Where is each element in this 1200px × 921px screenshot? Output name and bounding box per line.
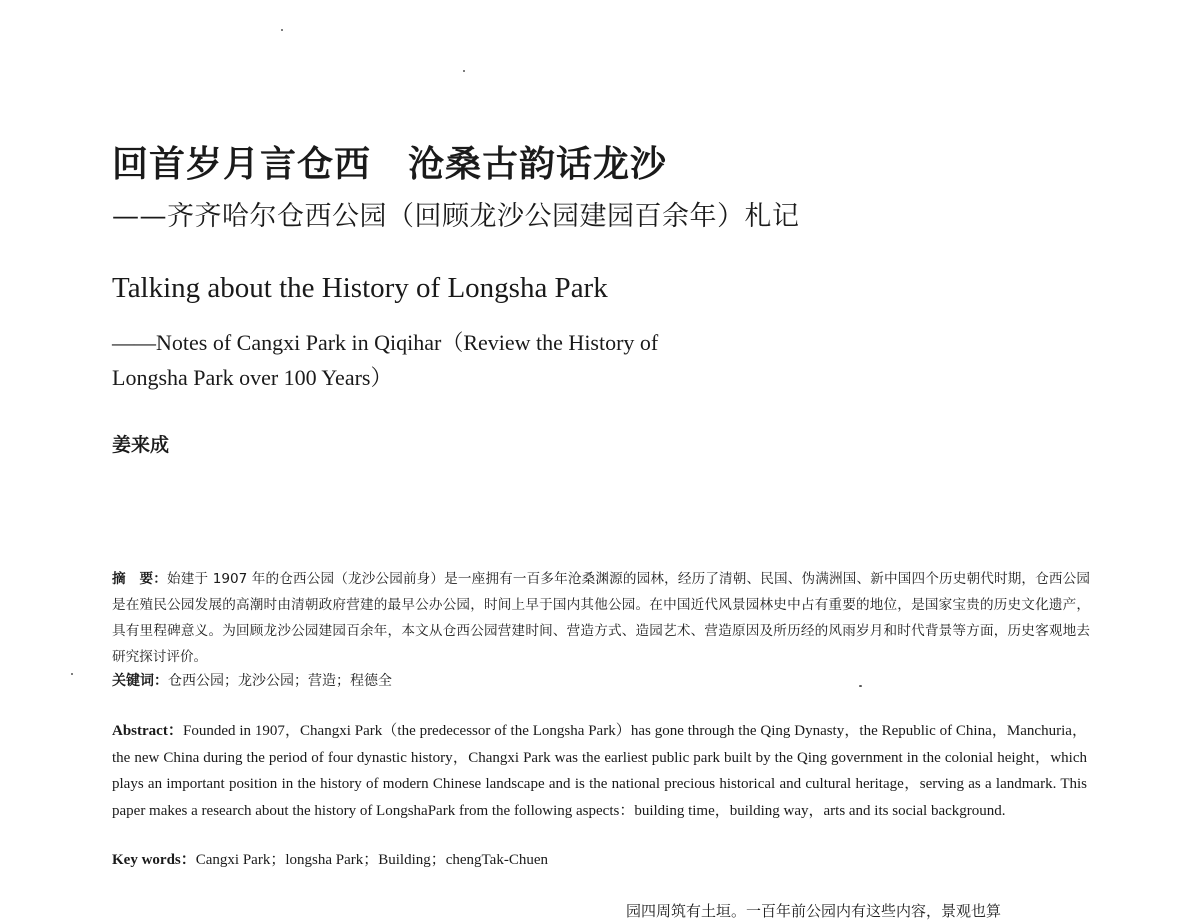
scan-speck <box>463 70 465 72</box>
scan-speck <box>71 673 73 675</box>
abstract-english-label: Abstract： <box>112 723 184 739</box>
abstract-english-text: Founded in 1907，Changxi Park（the predecessor of the Longsha Park）has gone through the Qing Dynasty，the Republic of China，Manchuria，the new China during the period of four dynastic history，Changxi Park was the earliest public park built by the Qing government in the colonial height，which plays an important position in the history of modern Chinese landscape and is the national precious historical and cultural heritage，serving as a landmark. This paper makes a research about the history of LongshaPark from the following aspects：building time，building way，arts and its social background. <box>112 723 1087 819</box>
abstract-chinese-text: 始建于 1907 年的仓西公园（龙沙公园前身）是一座拥有一百多年沧桑渊源的园林，经历了清朝、民国、伪满洲国、新中国四个历史朝代时期，仓西公园是在殖民公园发展的高潮时由清朝政府营建的最早公办公园，时间上早于国内其他公园。在中国近代风景园林史中占有重要的地位，是国家宝贵的历史文化遗产，具有里程碑意义。为回顾龙沙公园建园百余年，本文从仓西公园营建时间、营造方式、造园艺术、营造原因及所历经的风雨岁月和时代背景等方面，历史客观地去研究探讨评价。 <box>112 571 1091 665</box>
author-name: 姜来成 <box>112 434 170 456</box>
page-title-english: Talking about the History of Longsha Park <box>112 272 608 304</box>
page-title-chinese: 回首岁月言仓西 沧桑古韵话龙沙 <box>112 143 668 185</box>
page-subtitle-english: ——Notes of Cangxi Park in Qiqihar（Review the History of Longsha Park over 100 Years） <box>112 330 659 390</box>
keywords-chinese-label: 关键词： <box>112 673 168 689</box>
keywords-english <box>112 848 548 869</box>
scan-speck <box>281 29 283 31</box>
abstract-english <box>112 718 1087 824</box>
scan-speck <box>859 685 862 687</box>
page-subtitle-chinese: ——齐齐哈尔仓西公园（回顾龙沙公园建园百余年）札记 <box>112 201 800 232</box>
keywords-english-label: Key words： <box>112 852 196 868</box>
keywords-english-text: Cangxi Park；longsha Park；Building；chengTak-Chuen <box>195 852 548 868</box>
keywords-chinese <box>112 670 392 690</box>
abstract-chinese-label: 摘 要： <box>112 571 167 587</box>
keywords-chinese-text: 仓西公园；龙沙公园；营造；程德全 <box>168 673 392 689</box>
body-text-line: 园四周筑有土垣。一百年前公园内有这些内容，景观也算 <box>626 902 1002 920</box>
abstract-chinese <box>112 566 1090 670</box>
